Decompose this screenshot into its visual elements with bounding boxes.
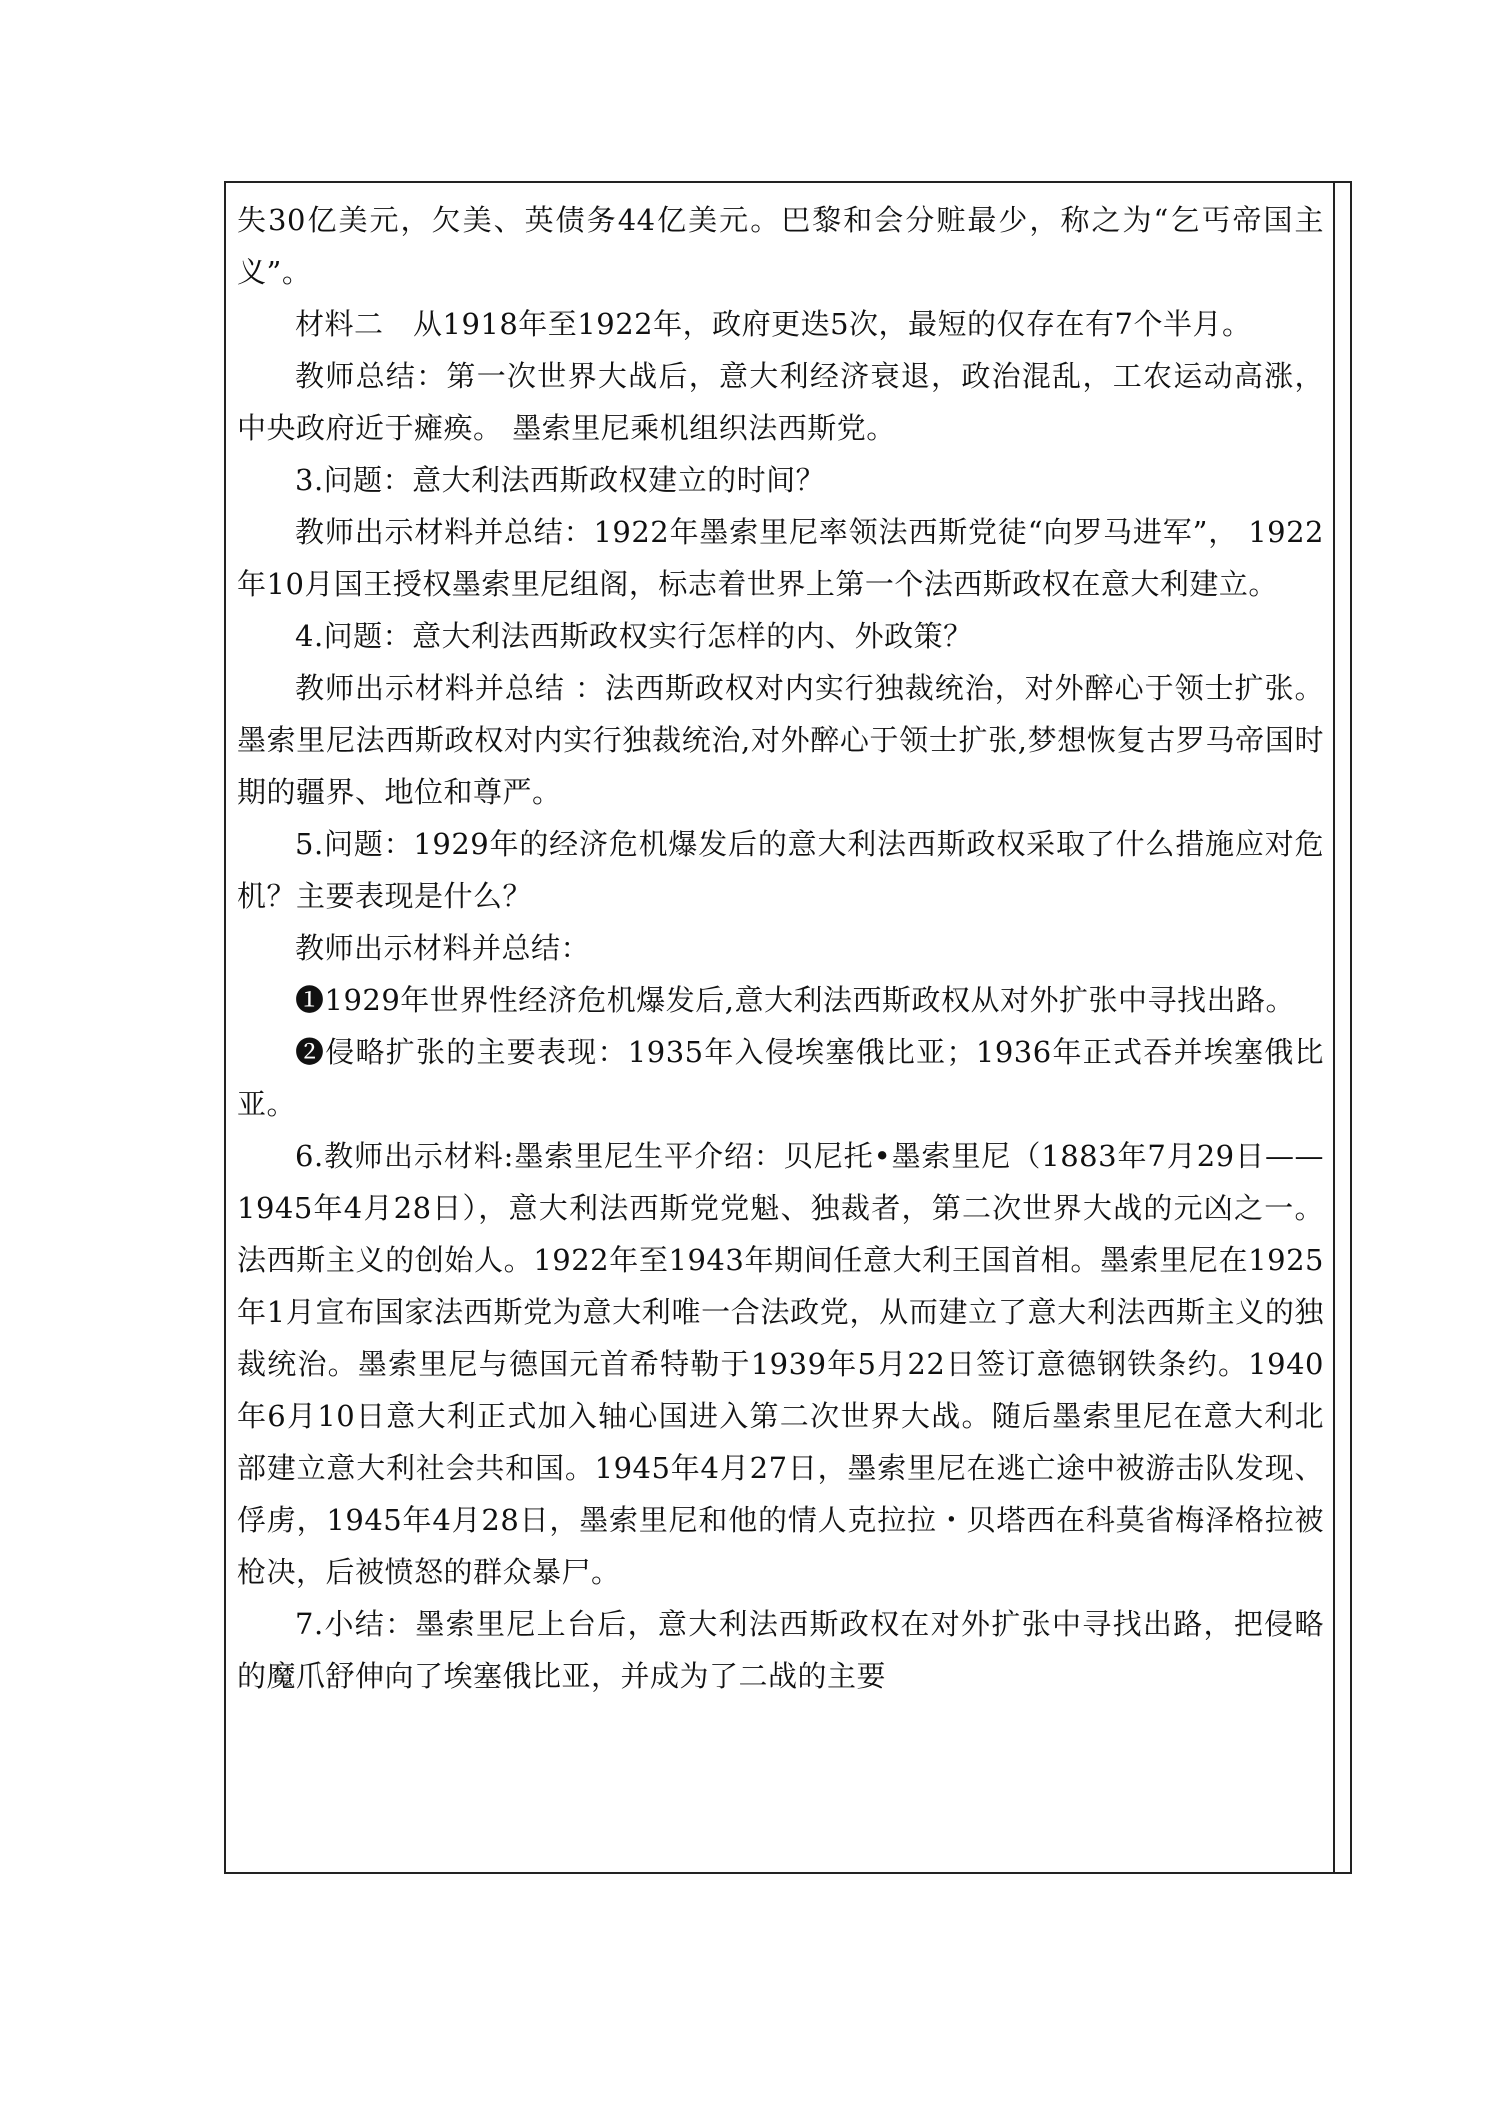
- lesson-table: [224, 181, 1352, 1874]
- paragraph-3: 教师总结：第一次世界大战后，意大利经济衰退，政治混乱，工农运动高涨，中央政府近于瘫痪。 墨索里尼乘机组织法西斯党。: [237, 359, 1324, 445]
- paragraph-12: 6.教师出示材料:墨索里尼生平介绍：贝尼托•墨索里尼（1883年7月29日——1945年4月28日），意大利法西斯党党魁、独裁者，第二次世界大战的元凶之一。法西斯主义的创始人。1922年至1943年期间任意大利王国首相。墨索里尼在1925年1月宣布国家法西斯党为意大利唯一合法政党，从而建立了意大利法西斯主义的独裁统治。墨索里尼与德国元首希特勒于1939年5月22日签订意德钢铁条约。1940年6月10日意大利正式加入轴心国进入第二次世界大战。随后墨索里尼在意大利北部建立意大利社会共和国。1945年4月27日，墨索里尼在逃亡途中被游击队发现、俘虏，1945年4月28日，墨索里尼和他的情人克拉拉・贝塔西在科莫省梅泽格拉被枪决，后被愤怒的群众暴尸。: [237, 1139, 1324, 1589]
- lesson-content-cell: [237, 194, 1324, 1702]
- notes-column-cell: [1335, 183, 1350, 1872]
- paragraph-11: ❷侵略扩张的主要表现：1935年入侵埃塞俄比亚；1936年正式吞并埃塞俄比亚。: [237, 1035, 1324, 1121]
- paragraph-2: 材料二 从1918年至1922年，政府更迭5次，最短的仅存在有7个半月。: [295, 307, 1252, 341]
- paragraph-6: 4.问题：意大利法西斯政权实行怎样的内、外政策？: [295, 619, 973, 653]
- paragraph-5: 教师出示材料并总结：1922年墨索里尼率领法西斯党徒“向罗马进军”， 1922年10月国王授权墨索里尼组阁，标志着世界上第一个法西斯政权在意大利建立。: [237, 515, 1324, 601]
- paragraph-10: ❶1929年世界性经济危机爆发后,意大利法西斯政权从对外扩张中寻找出路。: [295, 983, 1296, 1017]
- paragraph-1: 失30亿美元，欠美、英债务44亿美元。巴黎和会分赃最少，称之为“乞丐帝国主义”。: [237, 203, 1324, 289]
- paragraph-8: 5.问题：1929年的经济危机爆发后的意大利法西斯政权采取了什么措施应对危机？主要表现是什么？: [237, 827, 1324, 913]
- paragraph-4: 3.问题：意大利法西斯政权建立的时间？: [295, 463, 826, 497]
- paragraph-9: 教师出示材料并总结：: [295, 931, 591, 965]
- paragraph-13: 7.小结：墨索里尼上台后，意大利法西斯政权在对外扩张中寻找出路，把侵略的魔爪舒伸向了埃塞俄比亚，并成为了二战的主要: [237, 1607, 1324, 1693]
- paragraph-7: 教师出示材料并总结 ：法西斯政权对内实行独裁统治，对外醉心于领士扩张。墨索里尼法西斯政权对内实行独裁统治,对外醉心于领士扩张,梦想恢复古罗马帝国时期的疆界、地位和尊严。: [237, 671, 1324, 809]
